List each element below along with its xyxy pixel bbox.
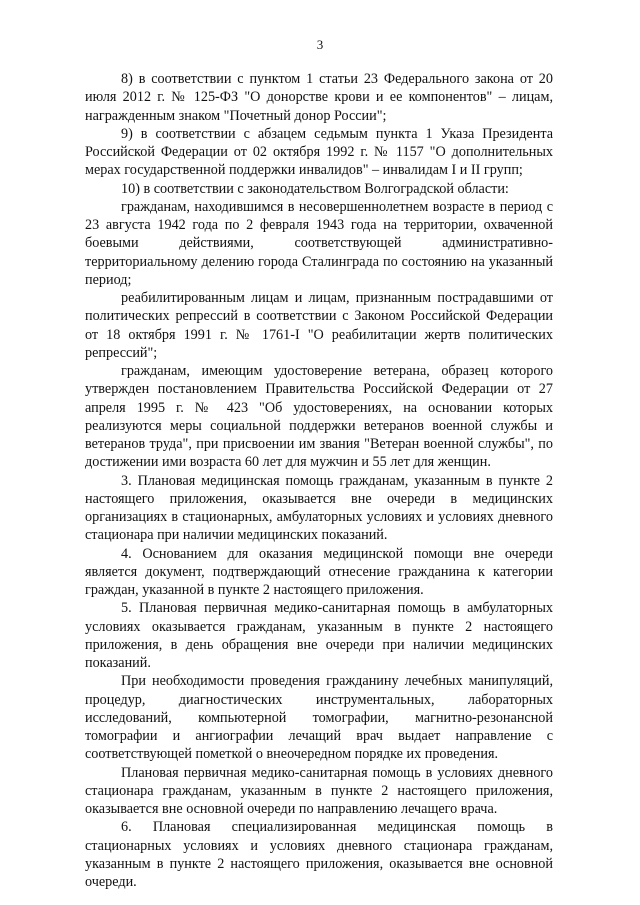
page-number: 3 [316, 37, 324, 52]
paragraph-clause-3: 3. Плановая медицинская помощь гражданам, указанным в пункте 2 настоящего приложения, оказывается вне очереди в медицинских организациях в стационарных, амбулаторных условиях и условиях дневного стационара при наличии медицинских показаний. [85, 472, 553, 544]
paragraph-stalingrad-minors: гражданам, находившимся в несовершеннолетнем возрасте в период с 23 августа 1942 года по 2 февраля 1943 года на территории, охваченной боевыми действиями, соответствующей административно-территориальному делению города Сталинграда по состоянию на указанный период; [85, 198, 553, 288]
paragraph-clause-5: 5. Плановая первичная медико-санитарная помощь в амбулаторных условиях оказывается гражданам, указанным в пункте 2 настоящего приложения, в день обращения вне очереди при наличии медицинских показаний. [85, 600, 553, 671]
paragraph-diagnostics: При необходимости проведения гражданину лечебных манипуляций, процедур, диагностических инструментальных, лабораторных исследований, компьютерной томографии, магнитно-резонансной томографии и ангиографии лечащий врач выдает направление с соответствующей пометкой о внеочередном порядке их проведения. [85, 673, 553, 763]
paragraph-clause-4: 4. Основанием для оказания медицинской помощи вне очереди является документ, подтверждающий отнесение гражданина к категории граждан, указанной в пункте 2 настоящего приложения. [85, 545, 553, 598]
document-body [85, 70, 553, 891]
paragraph-clause-6: 6. Плановая специализированная медицинская помощь в стационарных условиях и условиях дневного стационара гражданам, указанным в пункте 2 настоящего приложения, оказывается вне основной очереди. [85, 819, 553, 890]
paragraph-item-9: 9) в соответствии с абзацем седьмым пункта 1 Указа Президента Российской Федерации от 02 октября 1992 г. № 1157 "О дополнительных мерах государственной поддержки инвалидов" – инвалидам I и II групп; [85, 125, 553, 179]
paragraph-military-veterans: гражданам, имеющим удостоверение ветерана, образец которого утвержден постановлением Правительства Российской Федерации от 27 апреля 1995 г. № 423 "Об удостоверениях, на основании которых реализуются меры социальной поддержки ветеранов военной службы и ветеранов труда", при присвоении им звания "Ветеран военной службы", по достижении ими возраста 60 лет для мужчин и 55 лет для женщин. [85, 363, 553, 471]
paragraph-item-10: 10) в соответствии с законодательством Волгоградской области: [121, 180, 509, 197]
paragraph-day-hospital: Плановая первичная медико-санитарная помощь в условиях дневного стационара гражданам, указанным в пункте 2 настоящего приложения, оказывается вне основной очереди по направлению лечащего врача. [85, 764, 553, 817]
paragraph-rehabilitated: реабилитированным лицам и лицам, признанным пострадавшими от политических репрессий в соответствии с Законом Российской Федерации от 18 октября 1991 г. № 1761-I "О реабилитации жертв политических репрессий"; [85, 290, 553, 361]
paragraph-item-8: 8) в соответствии с пунктом 1 статьи 23 Федерального закона от 20 июля 2012 г. № 125-ФЗ "О донорстве крови и ее компонентов" – лицам, награжденным знаком "Почетный донор России"; [85, 71, 553, 124]
